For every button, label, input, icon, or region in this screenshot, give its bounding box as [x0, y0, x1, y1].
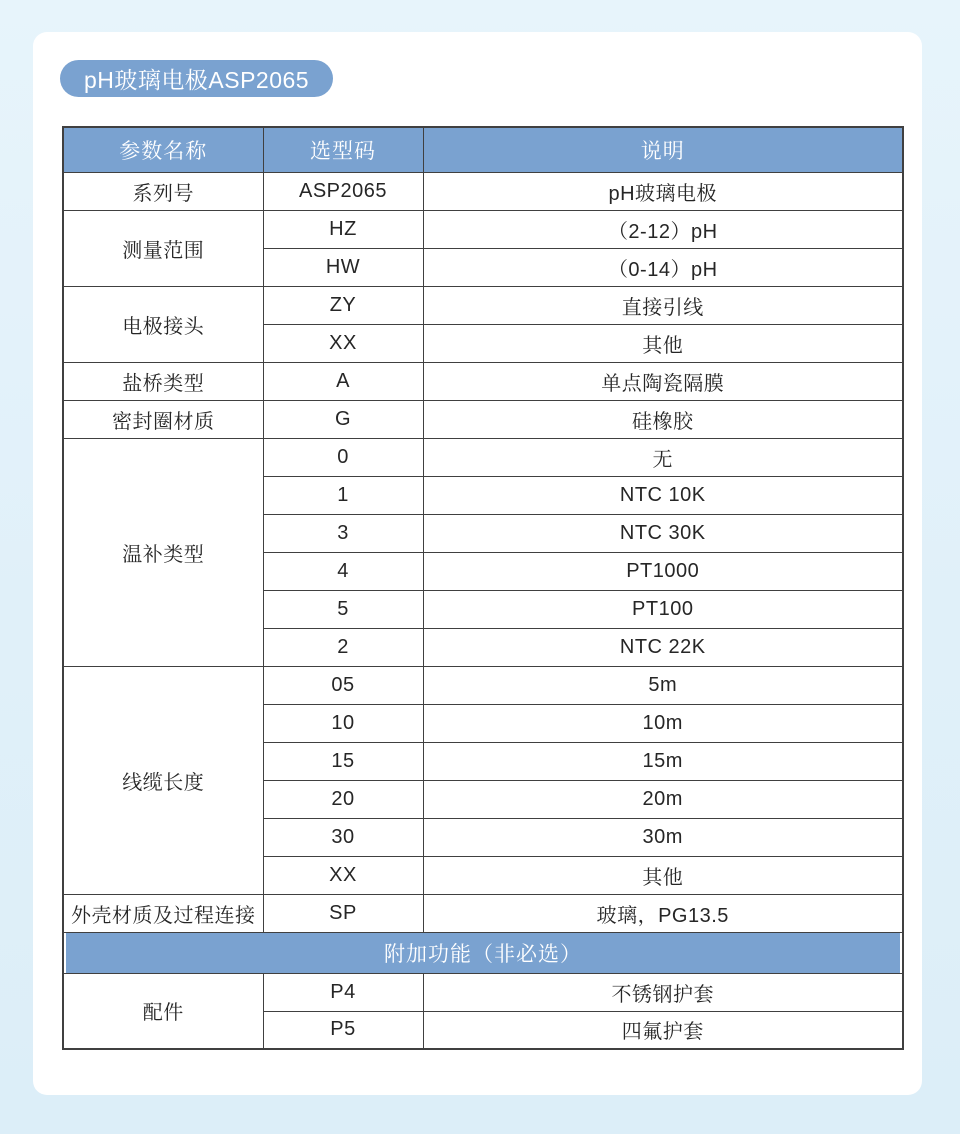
column-header-code: 选型码 — [263, 127, 423, 172]
code-cell: XX — [263, 324, 423, 362]
header-row — [63, 127, 903, 172]
desc-cell: NTC 22K — [423, 628, 903, 666]
column-header-parameter: 参数名称 — [63, 127, 263, 172]
desc-cell: （2-12）pH — [423, 210, 903, 248]
desc-cell: 15m — [423, 742, 903, 780]
desc-cell: 30m — [423, 818, 903, 856]
table-header — [63, 127, 903, 172]
code-cell: ASP2065 — [263, 172, 423, 210]
table-row — [63, 362, 903, 400]
table-row — [63, 894, 903, 932]
model-selection-table — [62, 126, 904, 1050]
code-cell: 4 — [263, 552, 423, 590]
code-cell: XX — [263, 856, 423, 894]
desc-cell: NTC 10K — [423, 476, 903, 514]
code-cell: HZ — [263, 210, 423, 248]
table-row — [63, 400, 903, 438]
table-row — [63, 438, 903, 476]
code-cell: G — [263, 400, 423, 438]
code-cell: 10 — [263, 704, 423, 742]
desc-cell: 硅橡胶 — [423, 400, 903, 438]
product-title-badge — [60, 60, 333, 97]
table-row — [63, 973, 903, 1011]
code-cell: 15 — [263, 742, 423, 780]
param-cell: 线缆长度 — [63, 666, 263, 894]
code-cell: ZY — [263, 286, 423, 324]
code-cell: P4 — [263, 973, 423, 1011]
desc-cell: 20m — [423, 780, 903, 818]
table-row — [63, 666, 903, 704]
code-cell: 0 — [263, 438, 423, 476]
desc-cell: 5m — [423, 666, 903, 704]
code-cell: A — [263, 362, 423, 400]
section-band-cell — [63, 932, 903, 973]
table-row — [63, 210, 903, 248]
desc-cell: 不锈钢护套 — [423, 973, 903, 1011]
code-cell: 30 — [263, 818, 423, 856]
code-cell: P5 — [263, 1011, 423, 1049]
code-cell: HW — [263, 248, 423, 286]
content-card — [33, 32, 922, 1095]
code-cell: SP — [263, 894, 423, 932]
desc-cell: （0-14）pH — [423, 248, 903, 286]
param-cell: 系列号 — [63, 172, 263, 210]
param-cell: 配件 — [63, 973, 263, 1049]
desc-cell: PT1000 — [423, 552, 903, 590]
desc-cell: pH玻璃电极 — [423, 172, 903, 210]
table-row — [63, 172, 903, 210]
product-title-text: pH玻璃电极ASP2065 — [84, 67, 310, 93]
column-header-description: 说明 — [423, 127, 903, 172]
code-cell: 05 — [263, 666, 423, 704]
code-cell: 5 — [263, 590, 423, 628]
code-cell: 20 — [263, 780, 423, 818]
desc-cell: 其他 — [423, 324, 903, 362]
desc-cell: 单点陶瓷隔膜 — [423, 362, 903, 400]
param-cell: 电极接头 — [63, 286, 263, 362]
param-cell: 温补类型 — [63, 438, 263, 666]
desc-cell: PT100 — [423, 590, 903, 628]
code-cell: 3 — [263, 514, 423, 552]
desc-cell: 四氟护套 — [423, 1011, 903, 1049]
desc-cell: NTC 30K — [423, 514, 903, 552]
desc-cell: 10m — [423, 704, 903, 742]
desc-cell: 玻璃，PG13.5 — [423, 894, 903, 932]
code-cell: 1 — [263, 476, 423, 514]
param-cell: 外壳材质及过程连接 — [63, 894, 263, 932]
table-body — [63, 172, 903, 1049]
param-cell: 盐桥类型 — [63, 362, 263, 400]
param-cell: 密封圈材质 — [63, 400, 263, 438]
additional-features-band: 附加功能（非必选） — [66, 933, 900, 973]
param-cell: 测量范围 — [63, 210, 263, 286]
code-cell: 2 — [263, 628, 423, 666]
section-band-row — [63, 932, 903, 973]
desc-cell: 其他 — [423, 856, 903, 894]
table-row — [63, 286, 903, 324]
desc-cell: 无 — [423, 438, 903, 476]
desc-cell: 直接引线 — [423, 286, 903, 324]
